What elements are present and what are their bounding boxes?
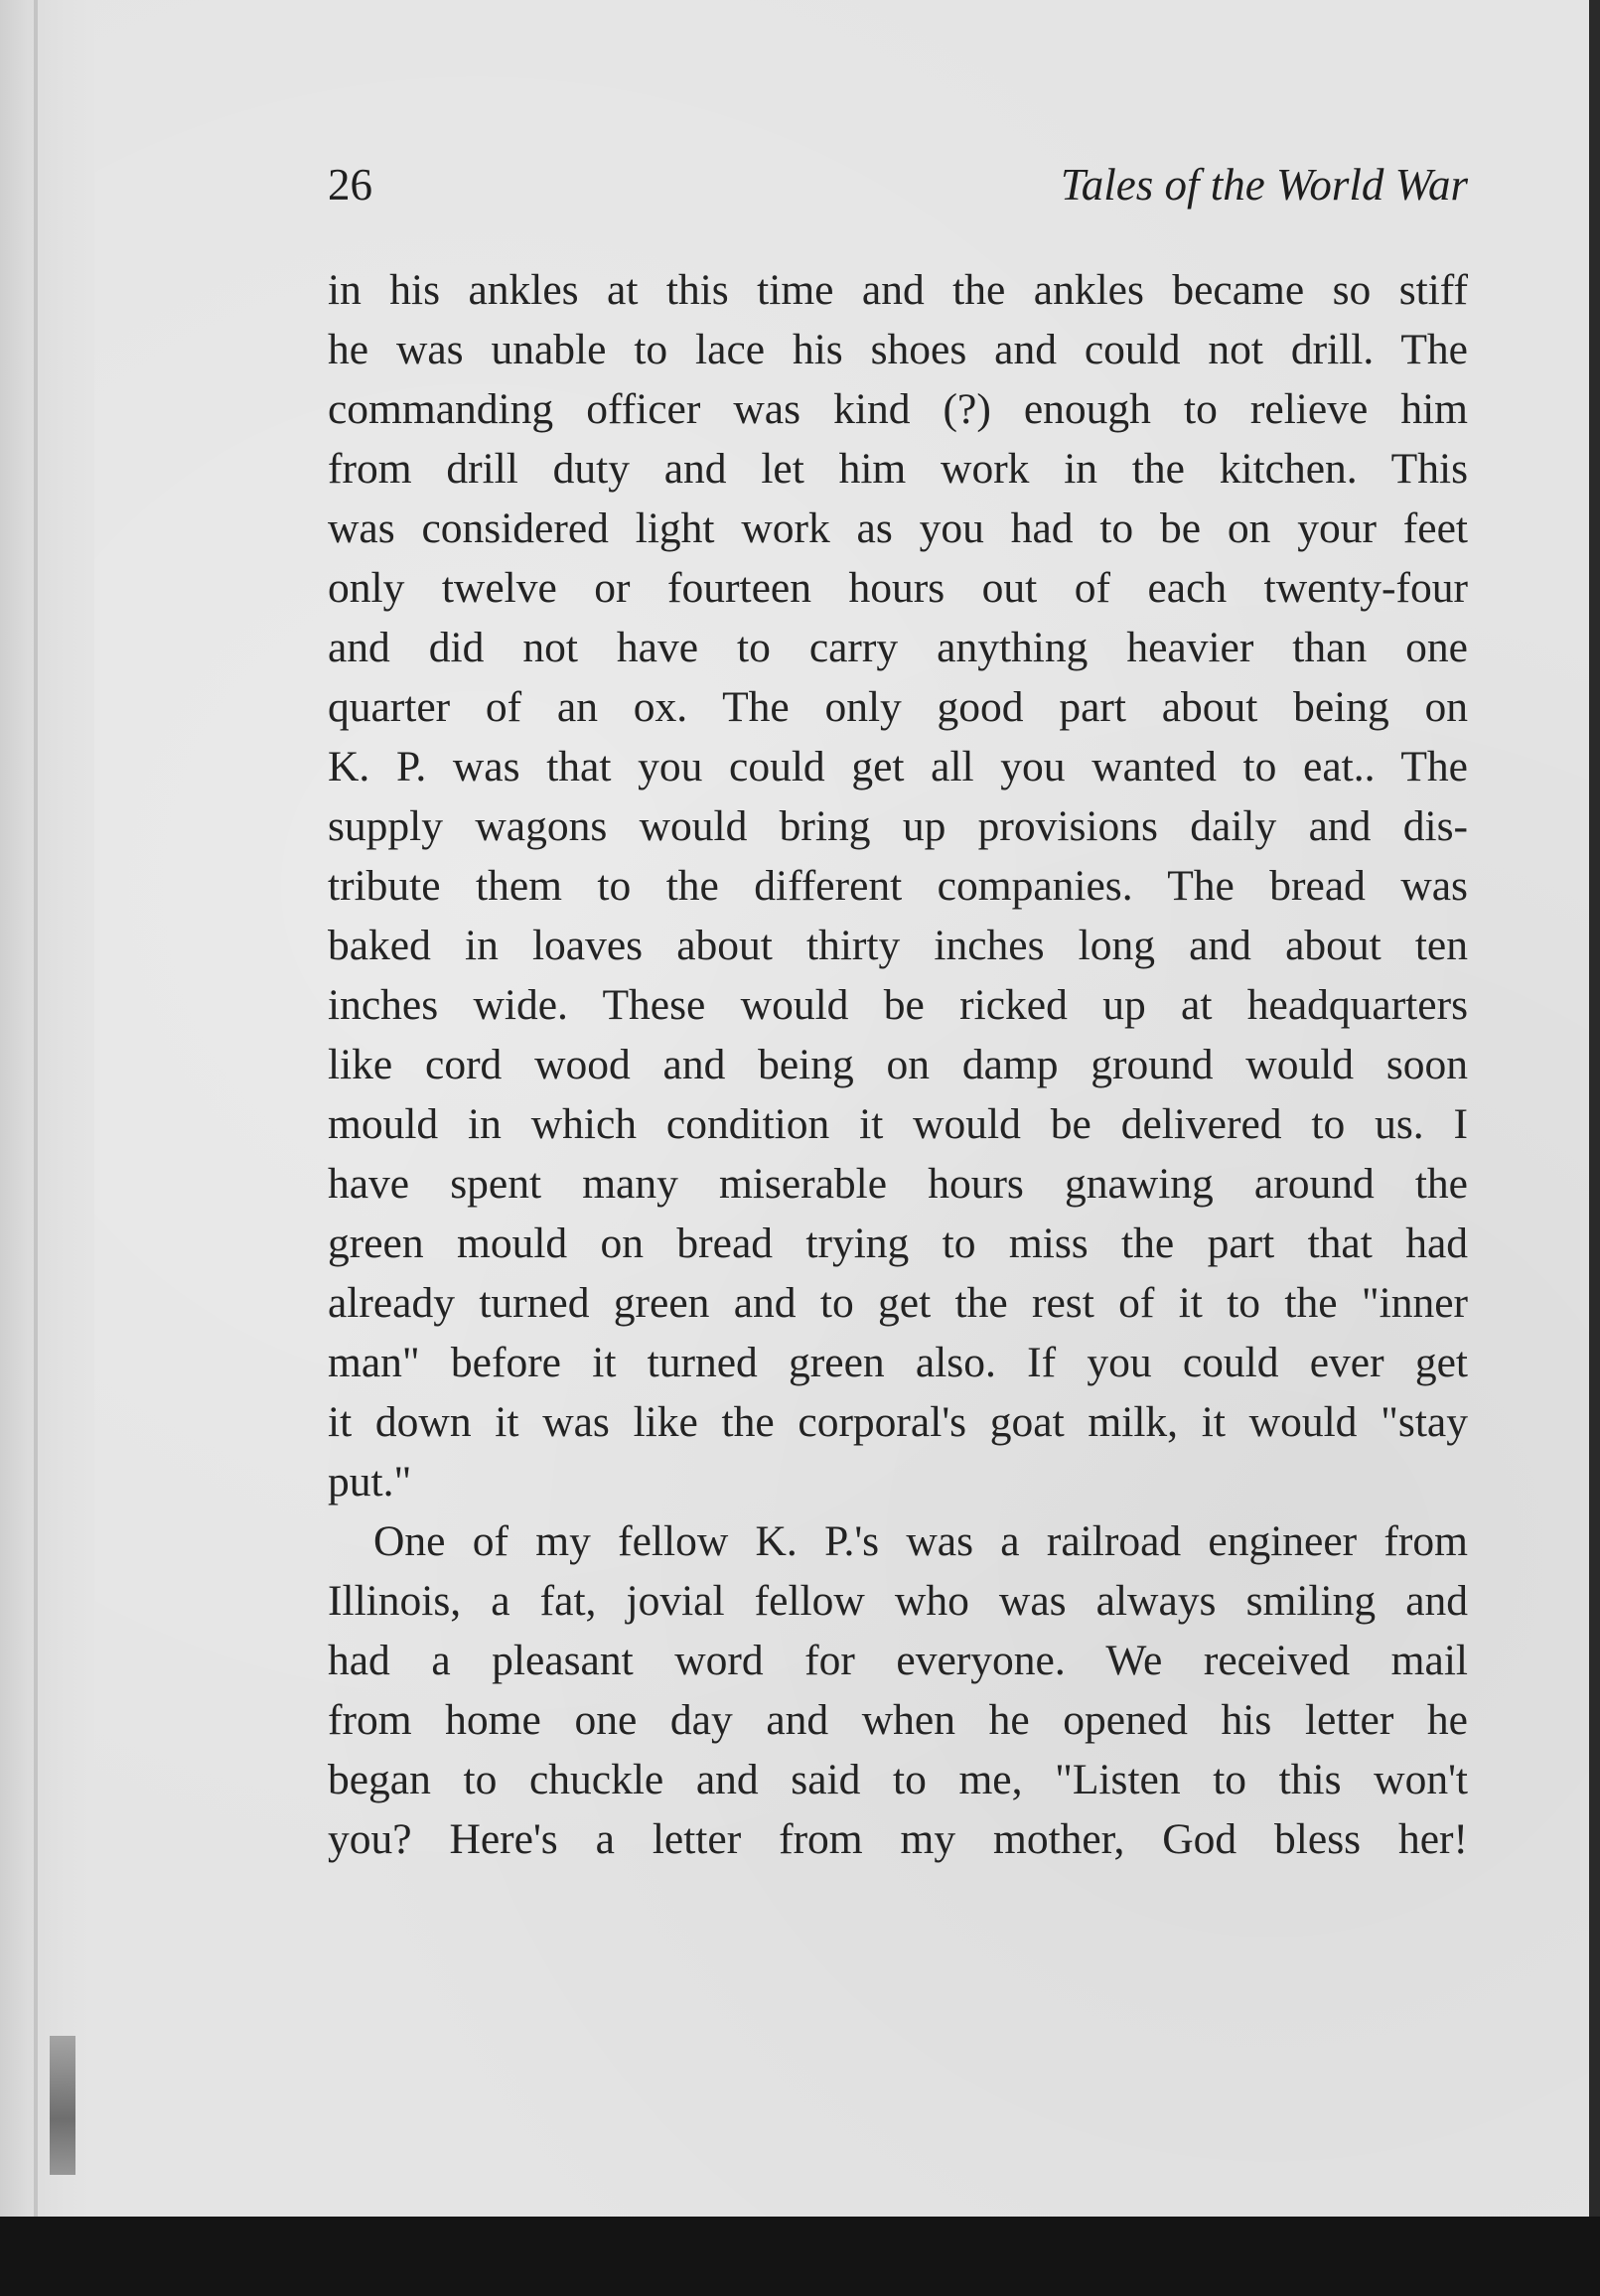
text-line: from home one day and when he opened his letter he <box>328 1696 1468 1744</box>
text-line: have spent many miserable hours gnawing around the <box>328 1160 1468 1208</box>
text-line: it down it was like the corporal's goat milk, it would "stay <box>328 1398 1468 1446</box>
scan-border-bottom <box>0 2217 1600 2296</box>
binding-edge <box>34 0 38 2217</box>
text-line: and did not have to carry anything heavier than one <box>328 624 1468 671</box>
text-line: Illinois, a fat, jovial fellow who was always smiling and <box>328 1577 1468 1625</box>
text-line: baked in loaves about thirty inches long and about ten <box>328 922 1468 969</box>
text-line: you? Here's a letter from my mother, God bless her! <box>328 1815 1468 1863</box>
text-line: mould in which condition it would be delivered to us. I <box>328 1100 1468 1148</box>
text-line: K. P. was that you could get all you wanted to eat.. The <box>328 743 1468 790</box>
text-line: man" before it turned green also. If you could ever get <box>328 1339 1468 1386</box>
text-line: was considered light work as you had to be on your feet <box>328 504 1468 552</box>
text-line: in his ankles at this time and the ankles became so stiff <box>328 266 1468 314</box>
page-header <box>328 159 1468 228</box>
text-line: green mould on bread trying to miss the part that had <box>328 1220 1468 1267</box>
text-line: inches wide. These would be ricked up at headquarters <box>328 981 1468 1029</box>
text-line: tribute them to the different companies. The bread was <box>328 862 1468 910</box>
running-head: Tales of the World War <box>1060 160 1468 210</box>
text-line: commanding officer was kind (?) enough to relieve him <box>328 385 1468 433</box>
text-line: already turned green and to get the rest of it to the "inner <box>328 1279 1468 1327</box>
text-line: began to chuckle and said to me, "Listen to this won't <box>328 1756 1468 1803</box>
text-line: had a pleasant word for everyone. We received mail <box>328 1637 1468 1684</box>
text-line: he was unable to lace his shoes and could not drill. The <box>328 326 1468 373</box>
page-edge-shading <box>0 0 94 2217</box>
paragraph-start-line: One of my fellow K. P.'s was a railroad engineer from <box>373 1517 1468 1565</box>
text-line: quarter of an ox. The only good part about being on <box>328 683 1468 731</box>
paragraph-end-line: put." <box>328 1458 412 1506</box>
page-number: 26 <box>328 160 372 210</box>
body-text <box>328 260 1468 1869</box>
text-line: supply wagons would bring up provisions daily and dis- <box>328 802 1468 850</box>
scan-border-right <box>1589 0 1600 2296</box>
binding-shadow-mark <box>50 2036 75 2175</box>
text-line: from drill duty and let him work in the kitchen. This <box>328 445 1468 493</box>
text-line: only twelve or fourteen hours out of each twenty-four <box>328 564 1468 612</box>
text-line: like cord wood and being on damp ground would soon <box>328 1041 1468 1088</box>
